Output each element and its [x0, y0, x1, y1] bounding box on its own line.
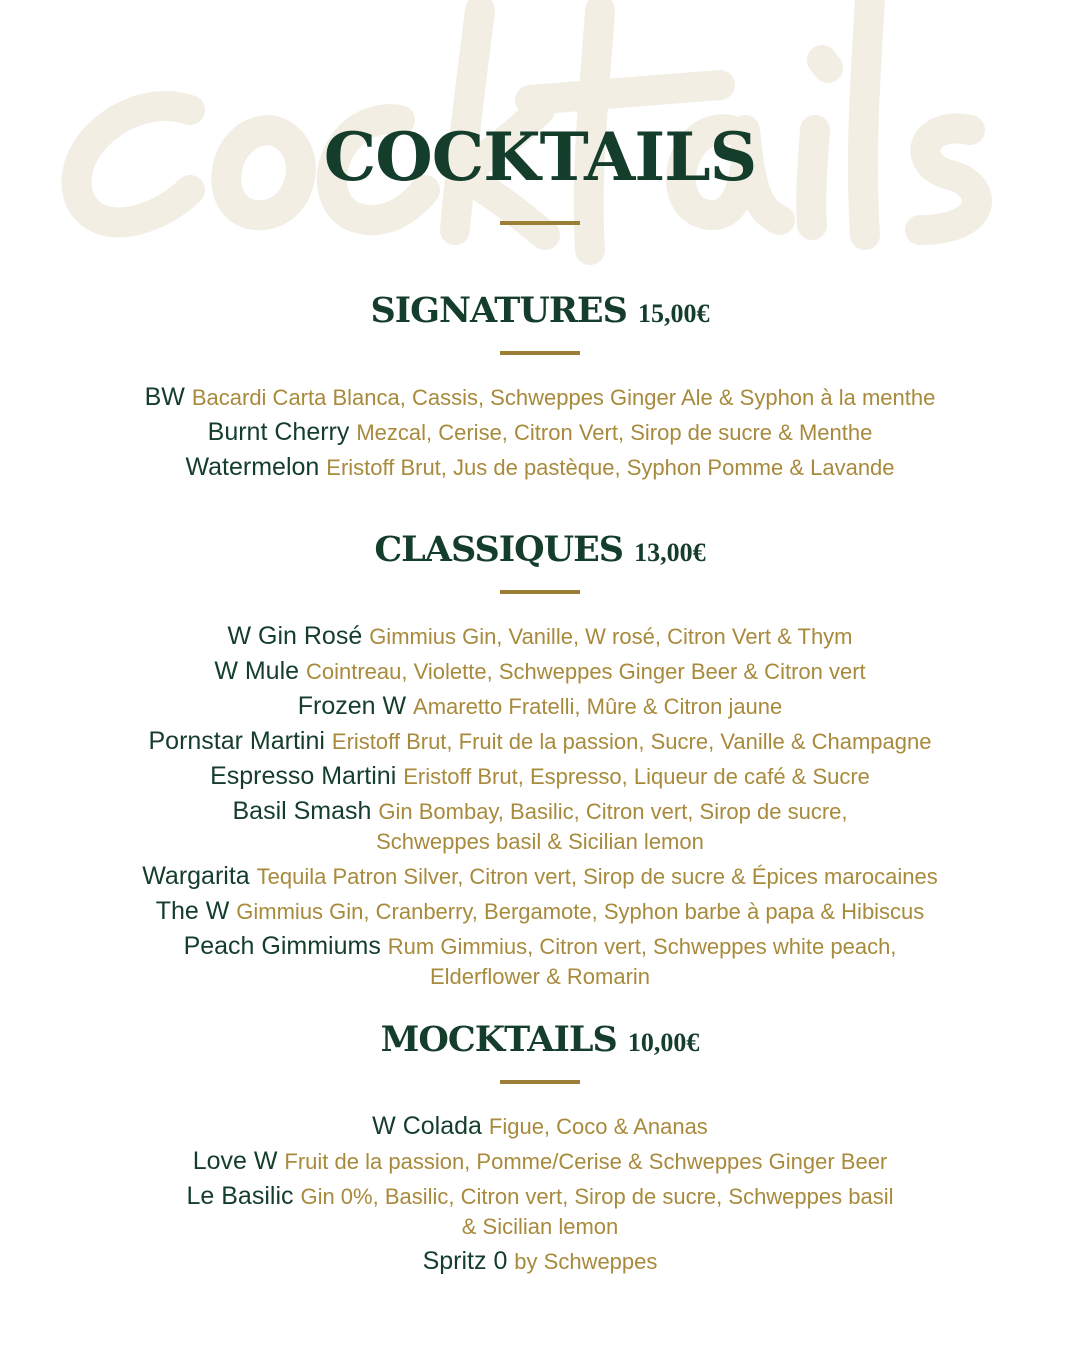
menu-item [0, 418, 1080, 449]
menu-item-name: BW [144, 383, 192, 411]
menu-item [0, 797, 1080, 858]
menu-item [0, 1112, 1080, 1143]
menu-item [0, 897, 1080, 928]
menu-item [0, 453, 1080, 484]
menu-item-description: Gimmius Gin, Vanille, W rosé, Citron Vert & Thym [369, 624, 853, 649]
menu-item-line [60, 622, 1020, 653]
menu-item-line [60, 862, 1020, 893]
menu-item-name: Wargarita [142, 862, 257, 890]
section-items-signatures [0, 383, 1080, 488]
section-price: 13,00€ [634, 538, 706, 567]
page-title: COCKTAILS [323, 118, 757, 196]
menu-item-description: Figue, Coco & Ananas [488, 1114, 708, 1139]
section-title: SIGNATURES [370, 290, 627, 331]
menu-item [0, 862, 1080, 893]
menu-item-description: Mezcal, Cerise, Citron Vert, Sirop de sucre & Menthe [356, 420, 873, 445]
menu-item [0, 727, 1080, 758]
section-title: MOCKTAILS [380, 1019, 617, 1060]
section-items-mocktails [0, 1112, 1080, 1282]
menu-item-name: W Colada [372, 1112, 489, 1140]
section-price: 15,00€ [637, 299, 710, 328]
menu-item-line [60, 1182, 1020, 1213]
menu-item-description: Amaretto Fratelli, Mûre & Citron jaune [413, 694, 783, 719]
menu-item-name: W Mule [214, 657, 306, 685]
menu-item [0, 383, 1080, 414]
menu-item-line [60, 692, 1020, 723]
menu-item-description: Bacardi Carta Blanca, Cassis, Schweppes Ginger Ale & Syphon à la menthe [191, 385, 936, 410]
menu-item [0, 622, 1080, 653]
menu-item-line [60, 932, 1020, 963]
menu-item-name: Love W [192, 1147, 285, 1175]
menu-item-line [60, 963, 1020, 993]
menu-item-line [60, 897, 1020, 928]
menu-item [0, 762, 1080, 793]
menu-item [0, 1247, 1080, 1278]
menu-item-description: Schweppes basil & Sicilian lemon [376, 829, 704, 854]
menu-item-description: Gin Bombay, Basilic, Citron vert, Sirop de sucre, [378, 799, 848, 824]
section-price: 10,00€ [627, 1028, 700, 1057]
menu-item-description: Fruit de la passion, Pomme/Cerise & Schweppes Ginger Beer [284, 1149, 888, 1174]
menu-item-line [60, 727, 1020, 758]
menu-item-line [60, 828, 1020, 858]
menu-item-name: Watermelon [185, 453, 327, 481]
section-divider [500, 1080, 580, 1084]
menu-item-description: & Sicilian lemon [461, 1214, 619, 1239]
title-divider [500, 221, 580, 225]
menu-item-line [60, 453, 1020, 484]
menu-item-description: Gin 0%, Basilic, Citron vert, Sirop de sucre, Schweppes basil [300, 1184, 894, 1209]
menu-item-line [60, 1213, 1020, 1243]
section-title: CLASSIQUES [374, 529, 624, 570]
menu-item-description: Eristoff Brut, Fruit de la passion, Sucre, Vanille & Champagne [331, 729, 932, 754]
menu-item [0, 932, 1080, 993]
menu-item [0, 657, 1080, 688]
menu-item-line [60, 657, 1020, 688]
menu-item-name: Peach Gimmiums [183, 932, 388, 960]
menu-item-description: Cointreau, Violette, Schweppes Ginger Beer & Citron vert [306, 659, 866, 684]
menu-item-line [60, 418, 1020, 449]
menu-item-description: Gimmius Gin, Cranberry, Bergamote, Syphon barbe à papa & Hibiscus [236, 899, 925, 924]
menu-item-name: The W [155, 897, 237, 925]
menu-item-name: W Gin Rosé [227, 622, 370, 650]
menu-item-description: Elderflower & Romarin [429, 964, 651, 989]
section-header-signatures [0, 290, 1080, 331]
menu-item-name: Le Basilic [186, 1182, 301, 1210]
menu-item [0, 1182, 1080, 1243]
menu-item-description: Eristoff Brut, Espresso, Liqueur de café & Sucre [403, 764, 870, 789]
menu-item-line [60, 1247, 1020, 1278]
menu-item-line [60, 1112, 1020, 1143]
menu-item-line [60, 1147, 1020, 1178]
menu-item-name: Pornstar Martini [148, 727, 332, 755]
menu-item-description: Rum Gimmius, Citron vert, Schweppes white peach, [387, 934, 897, 959]
menu-item-line [60, 383, 1020, 414]
menu-item-name: Basil Smash [232, 797, 379, 825]
menu-item-name: Espresso Martini [210, 762, 404, 790]
section-divider [500, 351, 580, 355]
menu-item-description: Eristoff Brut, Jus de pastèque, Syphon Pomme & Lavande [326, 455, 895, 480]
menu-item-line [60, 762, 1020, 793]
menu-item [0, 692, 1080, 723]
menu-item-name: Spritz 0 [422, 1247, 515, 1275]
section-header-mocktails [0, 1019, 1080, 1060]
menu-item [0, 1147, 1080, 1178]
menu-item-description: Tequila Patron Silver, Citron vert, Sirop de sucre & Épices marocaines [256, 864, 938, 889]
menu-item-name: Burnt Cherry [207, 418, 357, 446]
menu-item-description: by Schweppes [514, 1249, 658, 1274]
menu-item-line [60, 797, 1020, 828]
section-items-classiques [0, 622, 1080, 997]
section-header-classiques [0, 529, 1080, 570]
menu-item-name: Frozen W [297, 692, 414, 720]
section-divider [500, 590, 580, 594]
